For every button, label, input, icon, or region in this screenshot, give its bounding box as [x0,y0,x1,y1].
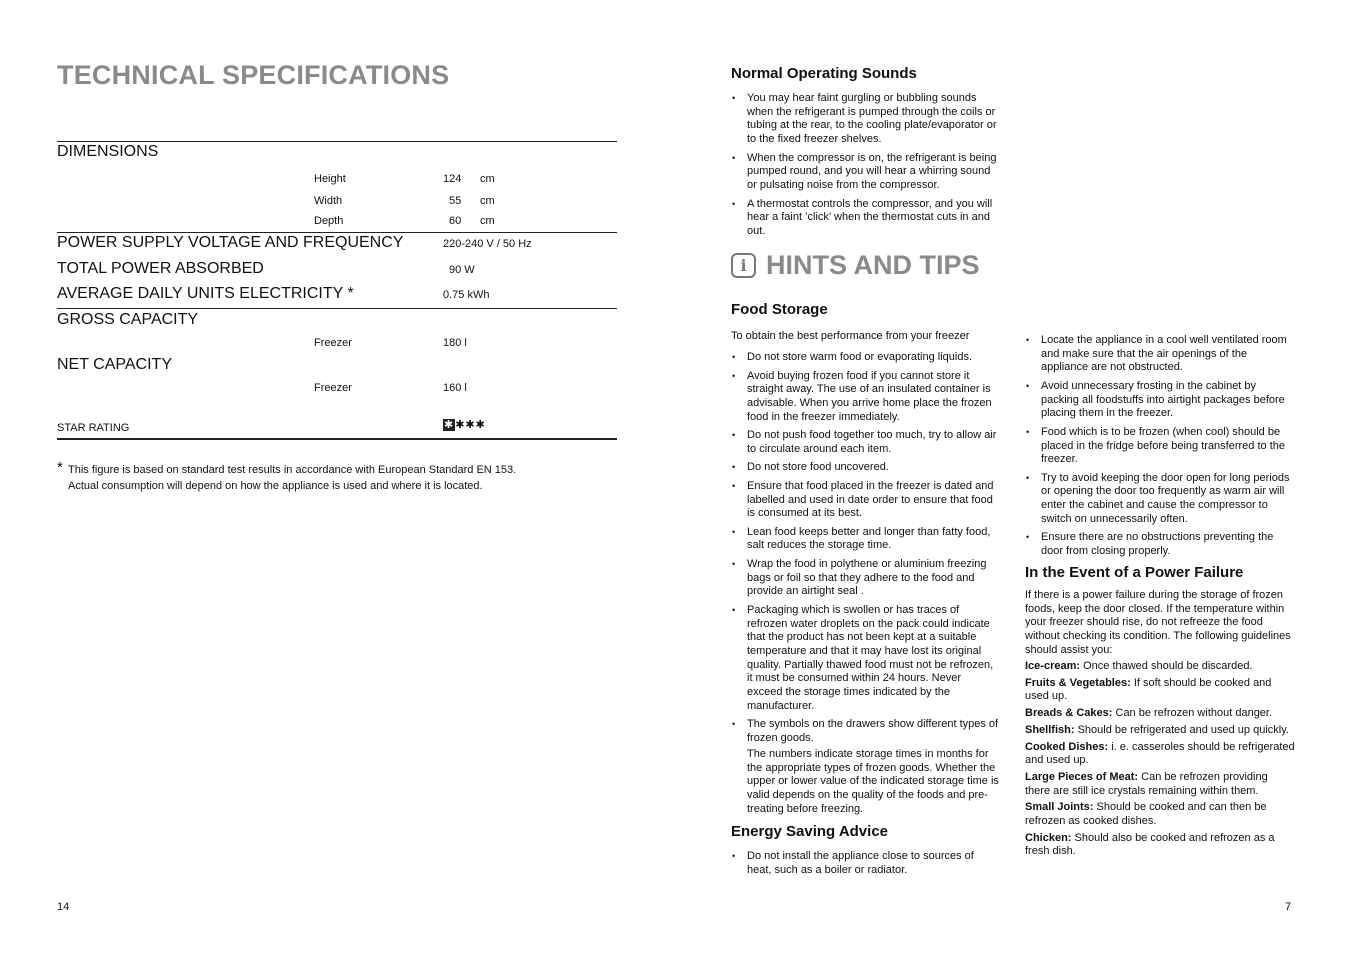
net-freezer-label: Freezer [314,382,352,394]
column-2 [1025,0,1295,954]
divider [57,308,617,309]
footnote [57,459,617,494]
depth-label: Depth [314,215,344,227]
avg-daily-value: 0.75 kWh [443,289,490,301]
list-item: • A thermostat controls the compressor, and you will hear a faint ’click’ when the thermostat cuts in and out. [731,198,999,239]
food-storage-intro: To obtain the best performance from your freezer [731,330,970,342]
divider [57,141,617,142]
list-item: • Do not store warm food or evaporating liquids. [731,351,999,365]
width-unit: cm [480,195,495,207]
storage-times-text: The numbers indicate storage times in months for the appropriate types of frozen goods. Whether the upper or lower value of the indicated storage time is valid depends on the quality of the foods and pre-treating before freezing. [747,748,999,815]
footnote-line-1: This figure is based on standard test results in accordance with European Standard EN 153. [68,464,517,476]
page-number: 7 [1285,901,1292,913]
guideline-item: Fruits & Vegetables: If soft should be cooked and used up. [1025,676,1272,703]
right-page [731,0,1296,954]
column-1 [731,0,999,954]
star-rating-icon [443,418,486,431]
power-failure-heading: In the Event of a Power Failure [1025,564,1244,581]
net-freezer-value: 160 l [443,382,467,394]
footnote-line-2: Actual consumption will depend on how the appliance is used and where it is located. [68,480,483,492]
hints-heading [731,250,980,281]
width-label: Width [314,195,343,207]
energy-heading: Energy Saving Advice [731,823,889,840]
left-page [57,0,617,954]
power-failure-guidelines [1025,660,1295,862]
power-failure-intro: If there is a power failure during the storage of frozen foods, keep the door closed. If the temperature within your freezer should rise, do not refreeze the food without checking its condition. The following guidelines should assist you: [1025,589,1291,656]
list-item: • When the compressor is on, the refrigerant is being pumped round, and you will hear a whirring sound or pulsating noise from the compressor. [731,152,999,193]
power-supply-value: 220-240 V / 50 Hz [443,238,532,250]
energy-list [731,850,999,882]
guideline-item: Shellfish: Should be refrigerated and used up quickly. [1025,723,1289,736]
freezer-star-icon: ✱ [444,419,455,431]
list-item: • Do not push food together too much, try to allow air to circulate around each item. [731,429,999,456]
list-item: • Wrap the food in polythene or aluminium freezing bags or foil so that they adhere to the food and provide an airtight seal . [731,558,999,599]
gross-freezer-value: 180 l [443,337,467,349]
info-icon: i [731,253,756,278]
list-item: • Try to avoid keeping the door open for long periods or opening the door too frequently as warm air will enter the cabinet and cause the compressor to switch on unnecessarily often. [1025,472,1295,527]
list-item: • Ensure there are no obstructions preventing the door from closing properly. [1025,531,1295,558]
depth-value: 60 [449,215,462,227]
normal-sounds-list [731,92,999,243]
food-storage-list [731,351,999,750]
height-label: Height [314,173,346,185]
list-item: • Avoid buying frozen food if you cannot store it straight away. The use of an insulated container is advisable. When you arrive home place the frozen food in the freezer immediately. [731,370,999,425]
net-capacity-label: NET CAPACITY [57,356,172,373]
list-item: • The symbols on the drawers show different types of frozen goods. [731,718,999,745]
total-power-label: TOTAL POWER ABSORBED [57,260,264,277]
star-rating-label: STAR RATING [57,422,130,434]
divider [57,438,617,440]
guideline-item: Chicken: Should also be cooked and refrozen as a fresh dish. [1025,831,1275,858]
height-value: 124 [443,173,462,185]
list-item: • Ensure that food placed in the freezer is dated and labelled and used in date order to ensure that food is consumed at its best. [731,480,999,521]
dimensions-label: DIMENSIONS [57,143,159,160]
guideline-item: Breads & Cakes: Can be refrozen without danger. [1025,707,1273,720]
avg-daily-label: AVERAGE DAILY UNITS ELECTRICITY * [57,285,354,302]
normal-sounds-heading: Normal Operating Sounds [731,65,917,82]
width-value: 55 [449,195,462,207]
total-power-value: 90 W [449,264,475,276]
gross-freezer-label: Freezer [314,337,352,349]
guideline-item: Large Pieces of Meat: Can be refrozen providing there are still ice crystals remaining within them. [1025,770,1268,797]
guideline-item: Ice-cream: Once thawed should be discarded. [1025,660,1253,672]
food-storage-heading: Food Storage [731,301,828,318]
divider [57,232,617,233]
guideline-item: Small Joints: Should be cooked and can then be refrozen as cooked dishes. [1025,801,1267,828]
hints-title: HINTS AND TIPS [766,250,980,280]
page-number: 14 [57,901,70,913]
list-item: • Locate the appliance in a cool well ventilated room and make sure that the air openings of the appliance are not obstructed. [1025,334,1295,375]
list-item: • Do not install the appliance close to sources of heat, such as a boiler or radiator. [731,850,999,877]
list-item: • Do not store food uncovered. [731,461,999,475]
guideline-item: Cooked Dishes: i. e. casseroles should be refrigerated and used up. [1025,740,1295,767]
list-item: • Food which is to be frozen (when cool) should be placed in the fridge before being transferred to the freezer. [1025,426,1295,467]
depth-unit: cm [480,215,495,227]
height-unit: cm [480,173,495,185]
list-item: • Avoid unnecessary frosting in the cabinet by packing all foodstuffs into airtight packages before placing them in the freezer. [1025,380,1295,421]
star-icons: ✱✱✱ [455,419,486,431]
power-supply-label: POWER SUPPLY VOLTAGE AND FREQUENCY [57,234,404,251]
list-item: • Lean food keeps better and longer than fatty food, salt reduces the storage time. [731,526,999,553]
energy-list-continued [1025,334,1295,564]
gross-capacity-label: GROSS CAPACITY [57,311,199,328]
footnote-asterisk: * [57,459,63,476]
list-item: • You may hear faint gurgling or bubbling sounds when the refrigerant is pumped through the coils or tubing at the rear, to the cooling plate/evaporator or to the fixed freezer shelves. [731,92,999,147]
page-title: TECHNICAL SPECIFICATIONS [57,60,450,90]
list-item: • Packaging which is swollen or has traces of refrozen water droplets on the pack could indicate that the product has not been kept at a suitable temperature and that it may have lost its original quality. Partially thawed food must not be refrozen, it must be consumed within 24 hours. Never exceed the storage times indicated by the manufacturer. [731,604,999,714]
